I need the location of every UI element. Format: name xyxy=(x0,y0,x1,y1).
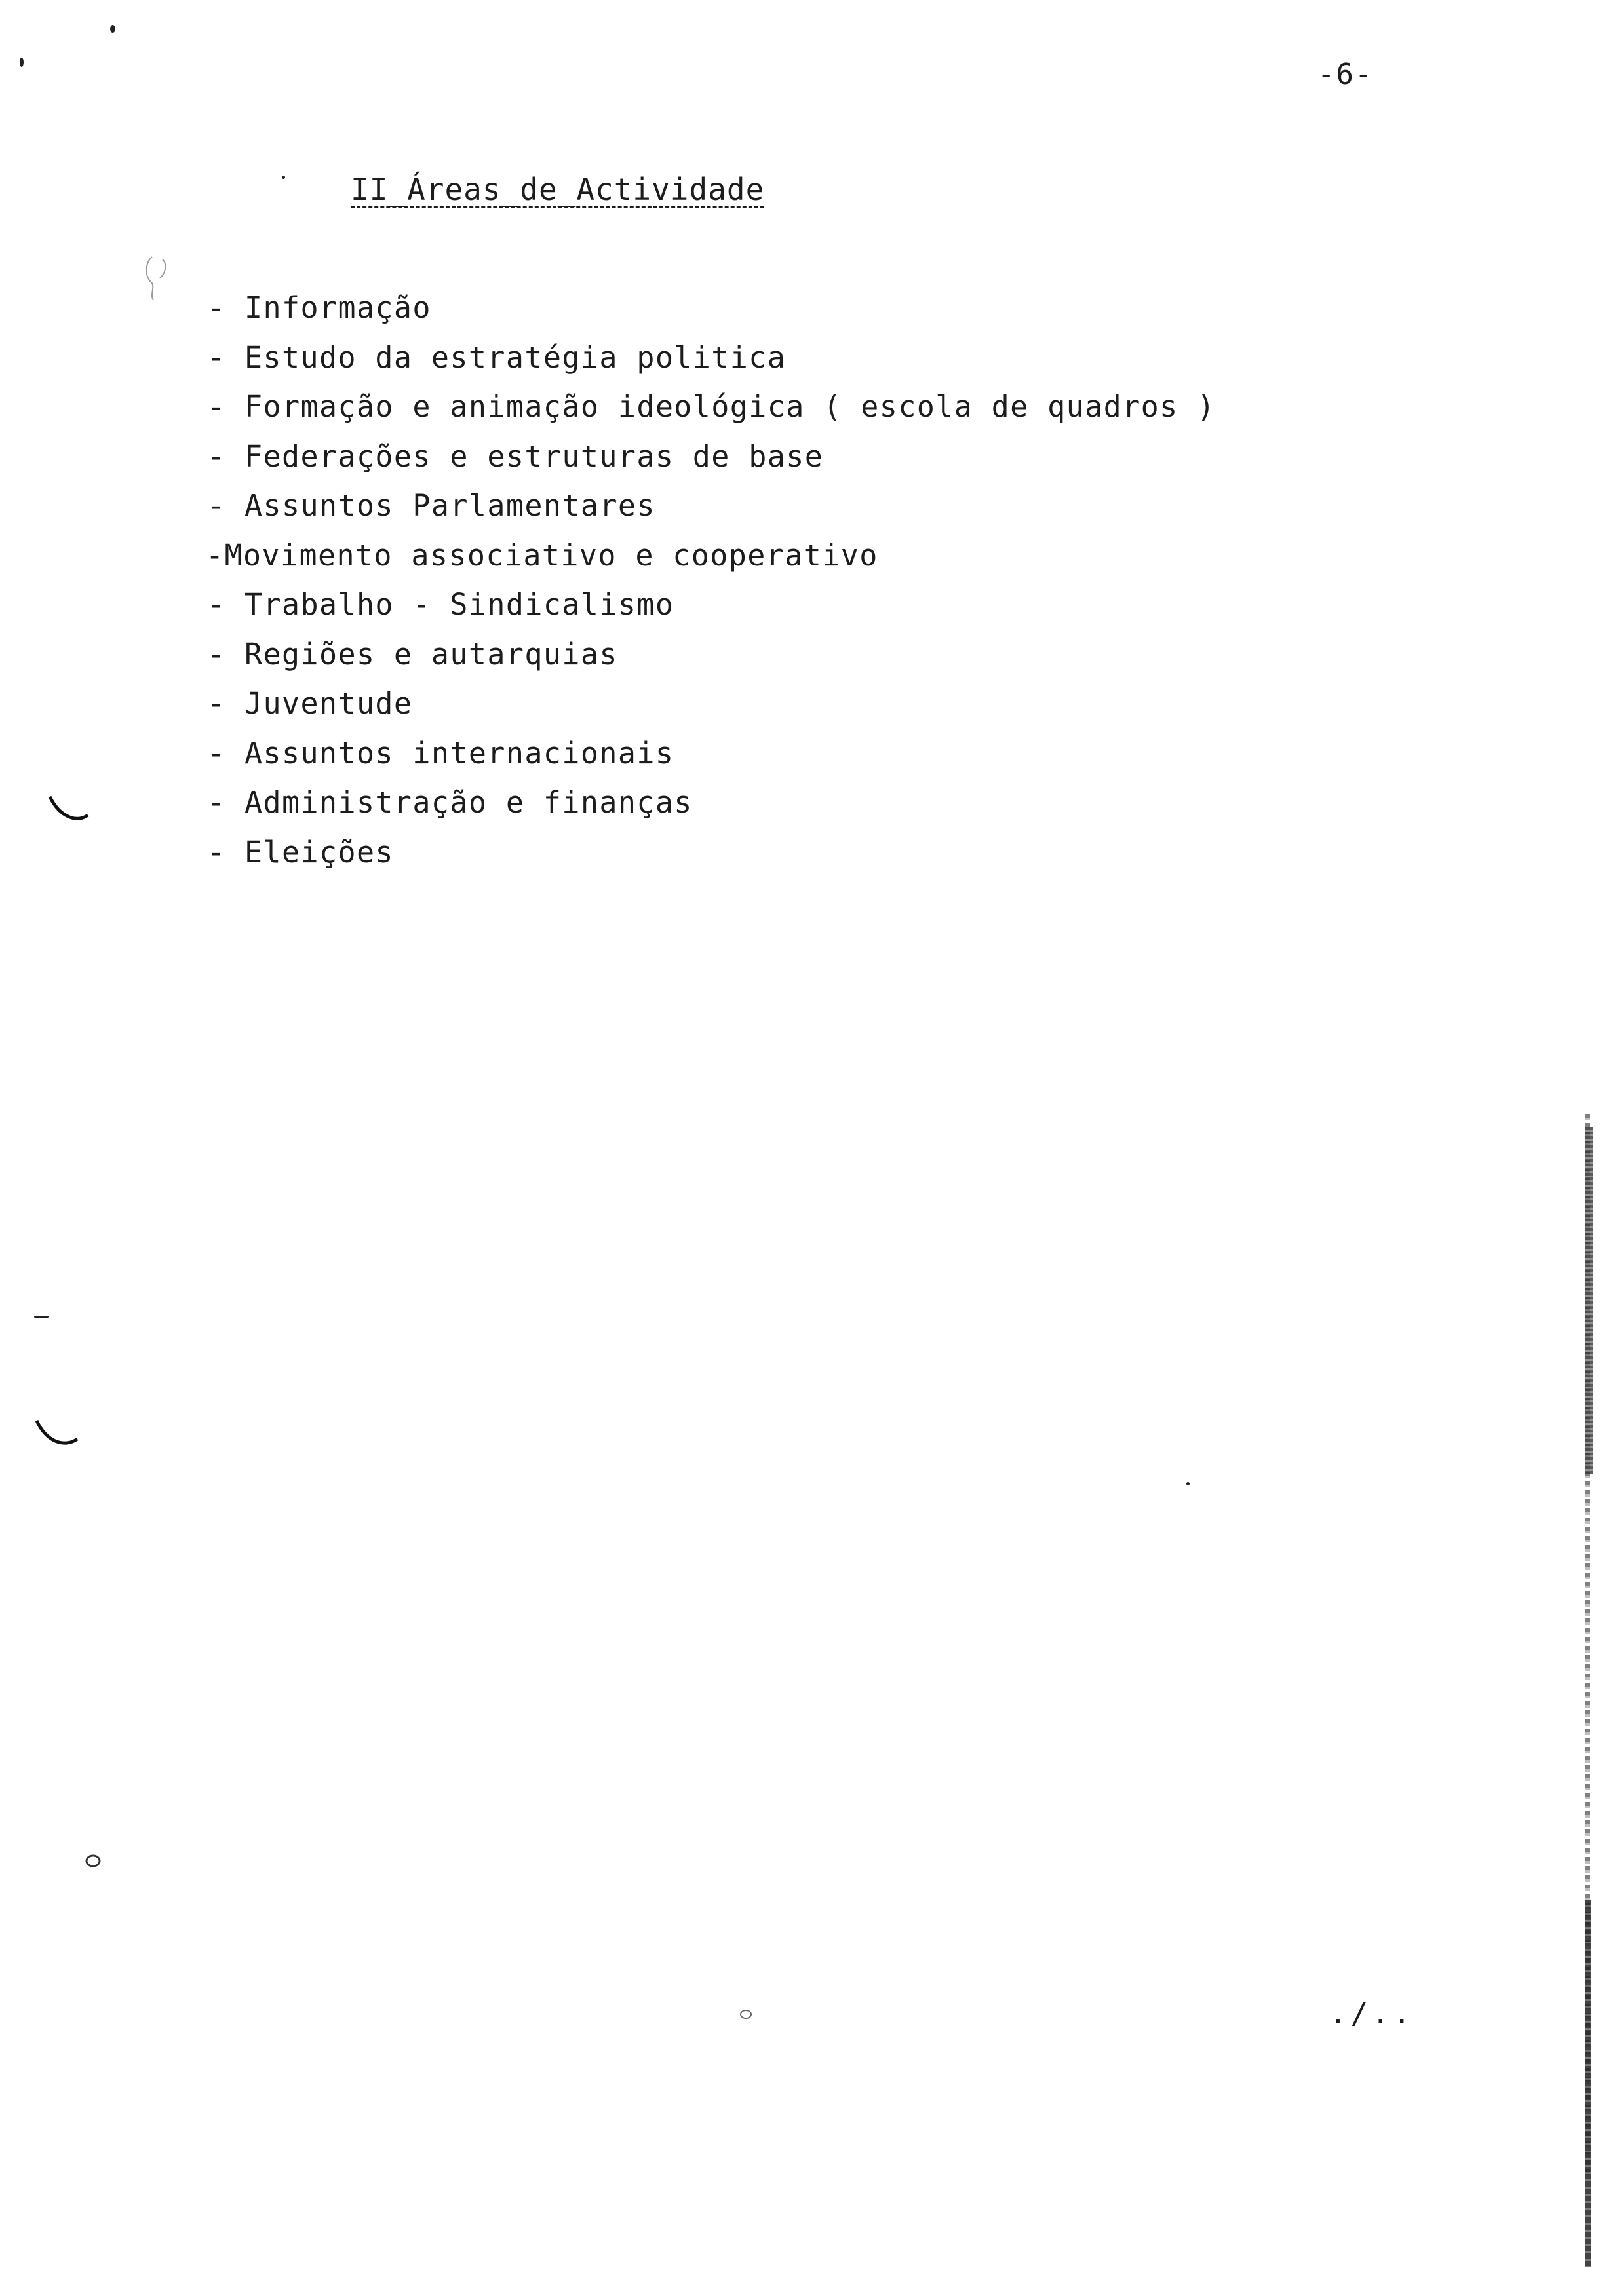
section-title: II_Áreas_de_Actividade xyxy=(351,172,765,207)
activity-item: -Movimento associativo e cooperativo xyxy=(206,537,878,573)
page-number: -6- xyxy=(1317,58,1374,91)
margin-scribble-mark xyxy=(146,257,165,300)
activity-item: - Estudo da estratégia politica xyxy=(207,339,787,375)
hole-punch-curve xyxy=(37,1421,77,1443)
scan-circle-mark xyxy=(741,2010,751,2018)
hole-punch-curve xyxy=(50,797,88,818)
activity-item: - Assuntos Parlamentares xyxy=(207,488,655,523)
activity-item: - Informação xyxy=(207,290,431,325)
activity-item: - Assuntos internacionais xyxy=(207,735,674,771)
activity-item: - Regiões e autarquias xyxy=(207,636,618,672)
activity-item: - Trabalho - Sindicalismo xyxy=(207,587,674,622)
scan-edge-shadow xyxy=(1585,1900,1591,2267)
activity-item: - Administração e finanças xyxy=(207,785,693,820)
activity-item: - Eleições xyxy=(207,834,394,870)
activity-item: - Formação e animação ideológica ( escola de quadros ) xyxy=(207,389,1216,424)
activity-item: - Federações e estruturas de base xyxy=(207,438,824,474)
activity-item: - Juventude xyxy=(207,686,413,721)
continuation-mark: ./.. xyxy=(1329,1997,1414,2031)
scan-edge-shadow xyxy=(1585,1127,1593,1474)
scan-circle-mark xyxy=(87,1856,100,1866)
